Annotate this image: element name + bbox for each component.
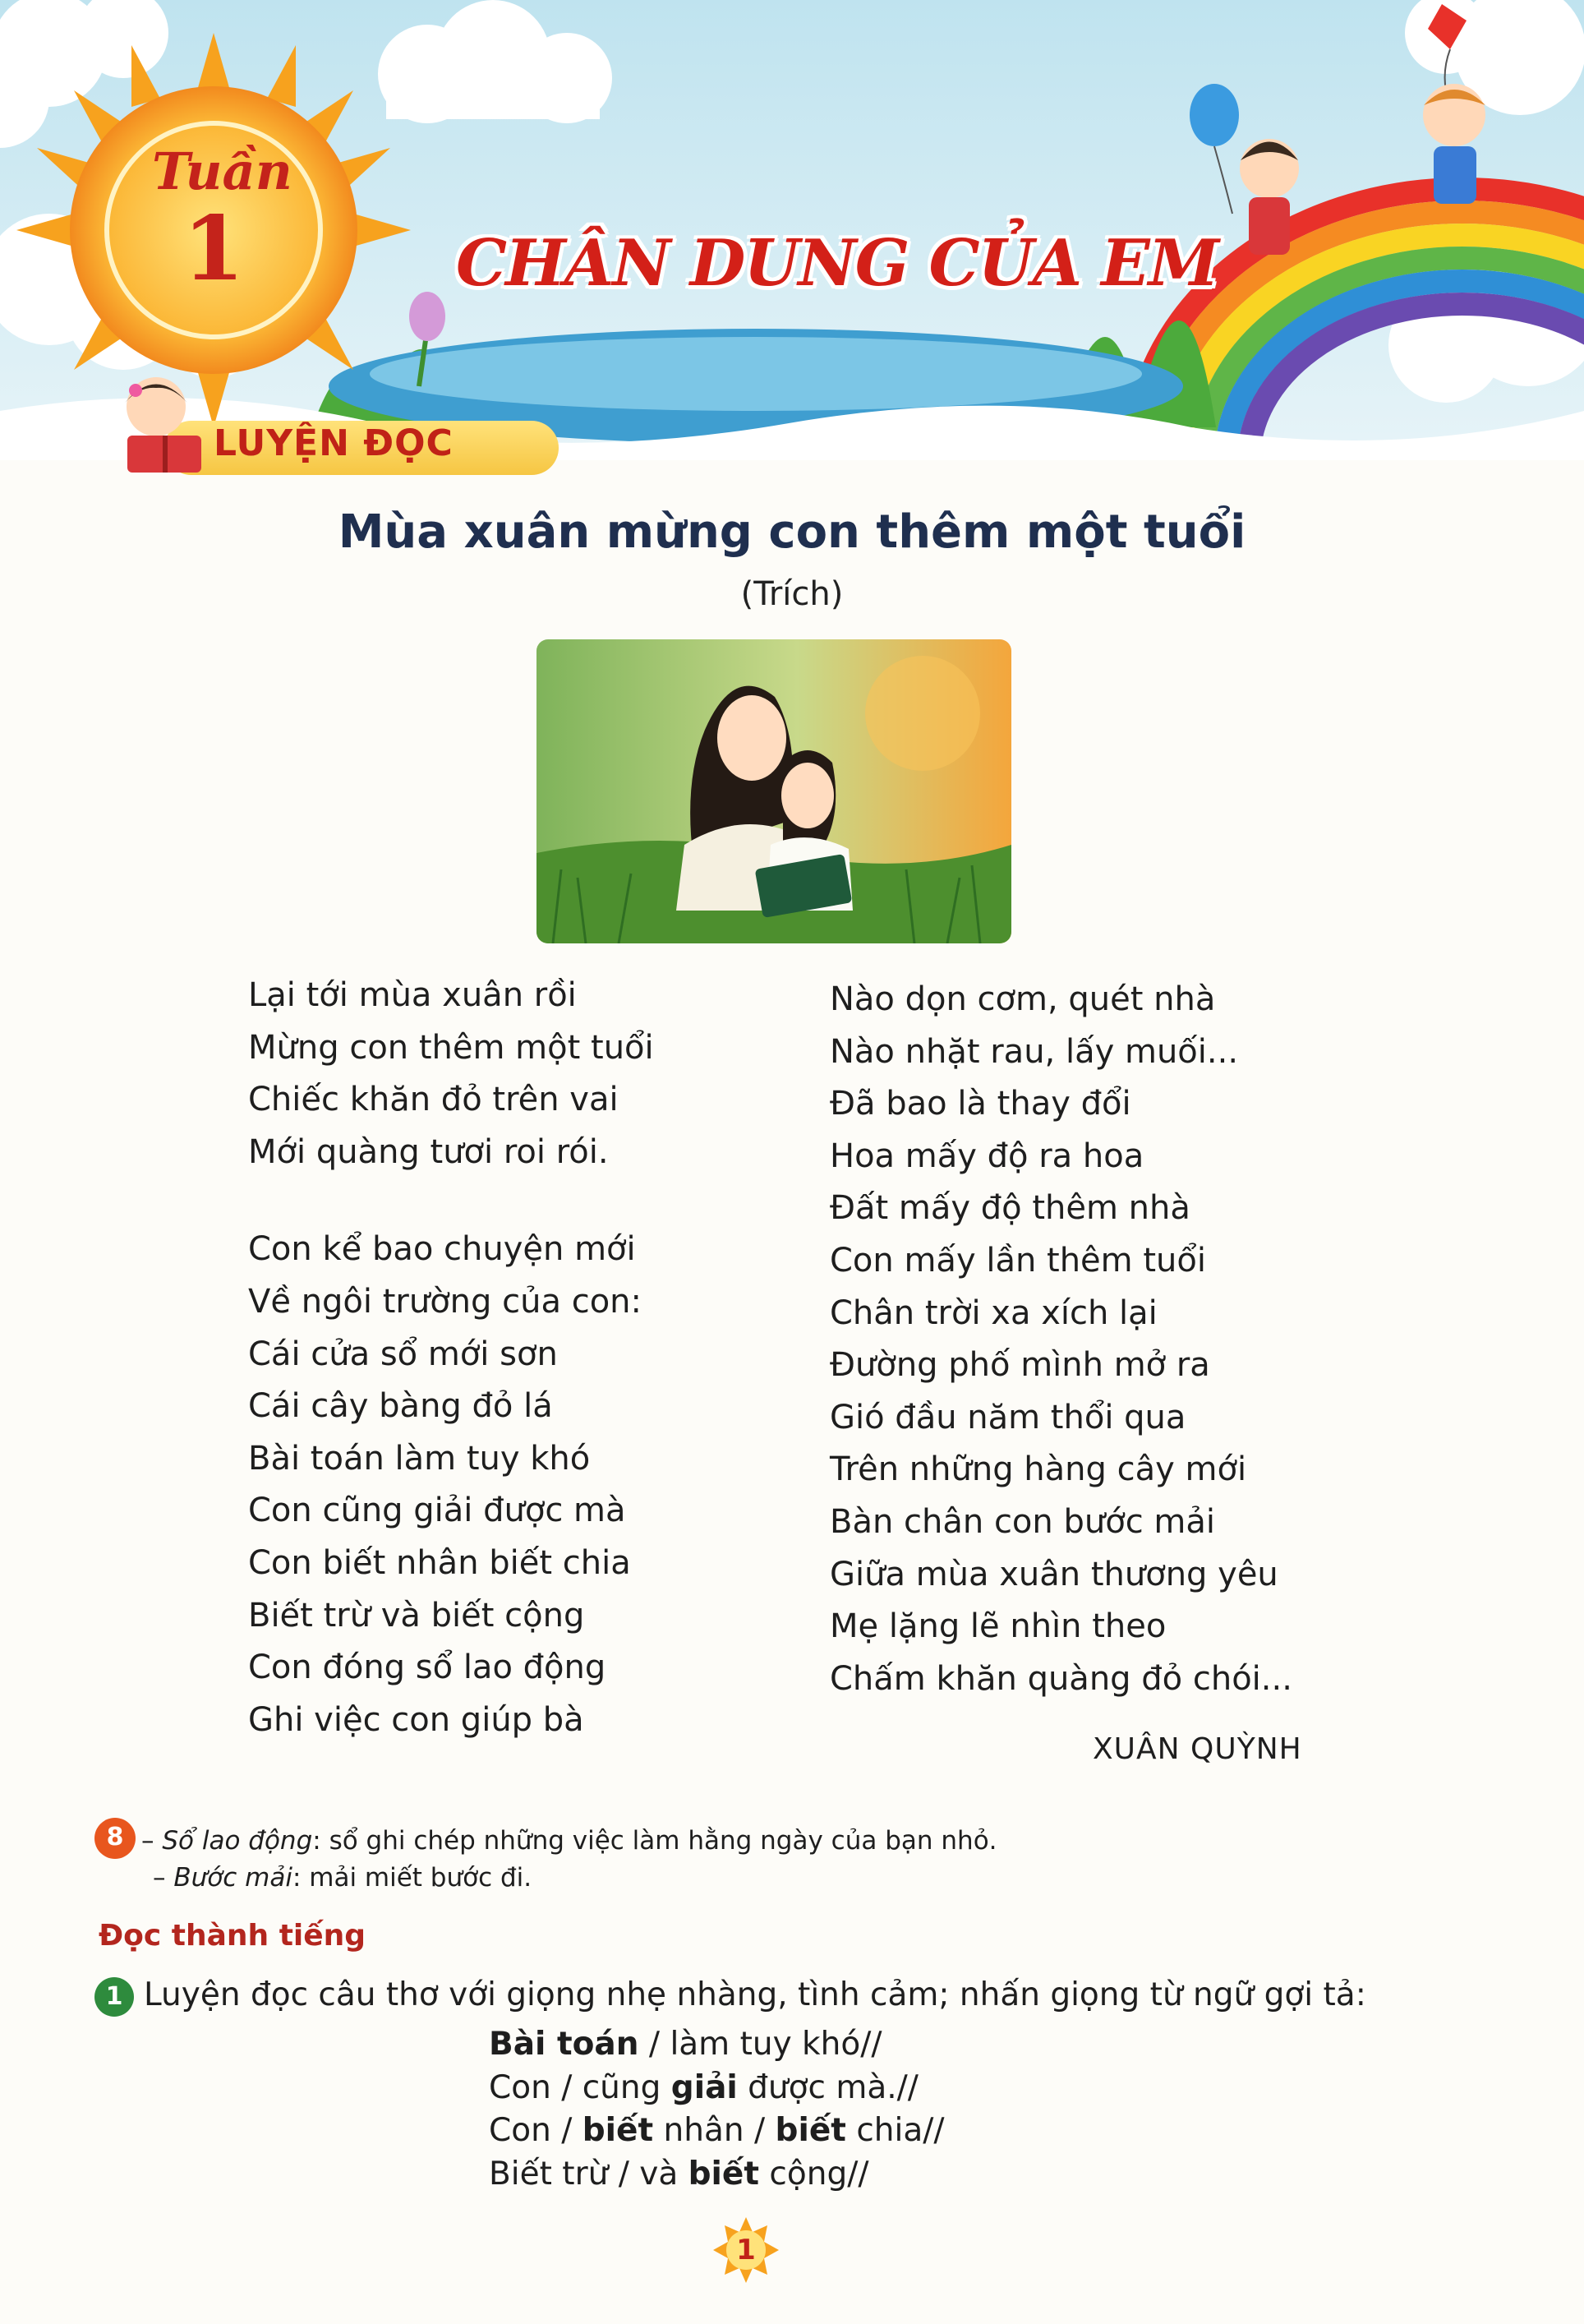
poem-line: Con mấy lần thêm tuổi — [830, 1241, 1206, 1280]
poem-line: Đã bao là thay đổi — [830, 1085, 1131, 1123]
poem-line: Bàn chân con bước mải — [830, 1502, 1215, 1541]
example-text: Biết trừ / và — [489, 2155, 688, 2193]
poem-line: Biết trừ và biết cộng — [248, 1596, 585, 1635]
poem-line: Trên những hàng cây mới — [830, 1450, 1247, 1489]
poem-line: Ghi việc con giúp bà — [248, 1700, 584, 1739]
page-number: 1 — [736, 2234, 756, 2266]
question-number-badge: 1 — [94, 1977, 134, 2017]
example-text: cộng// — [759, 2155, 869, 2193]
poem-line: Chấm khăn quàng đỏ chói... — [830, 1659, 1292, 1698]
glossary-term: Sổ lao động — [162, 1826, 313, 1856]
section-badge — [99, 370, 468, 477]
example-text: / làm tuy khó// — [638, 2026, 882, 2063]
glossary-definition: : sổ ghi chép những việc làm hằng ngày của bạn nhỏ. — [312, 1826, 997, 1856]
poem-right-column — [830, 974, 1292, 1705]
poem-line: Cái cửa sổ mới sơn — [248, 1335, 558, 1373]
example-text: chia// — [845, 2112, 945, 2149]
poem-line: Cái cây bàng đỏ lá — [248, 1387, 553, 1426]
page-number-badge — [713, 2217, 779, 2283]
glossary-term: Bước mải — [173, 1863, 292, 1893]
glossary-note-1: – Sổ lao động: sổ ghi chép những việc làm hằng ngày của bạn nhỏ. — [141, 1826, 997, 1856]
poem-line: Nào nhặt rau, lấy muối... — [830, 1032, 1239, 1071]
poem-line: Mẹ lặng lẽ nhìn theo — [830, 1607, 1167, 1646]
example-text: Con / cũng — [489, 2068, 671, 2106]
mother-daughter-illustration — [536, 639, 1011, 943]
emphasized-word: biết — [775, 2112, 846, 2149]
poem-line: Con kể bao chuyện mới — [248, 1230, 636, 1269]
example-text: được mà.// — [737, 2068, 919, 2106]
poem-line: Hoa mấy độ ra hoa — [830, 1137, 1144, 1175]
glossary-icon: 8 — [94, 1818, 136, 1859]
poem-subtitle: (Trích) — [740, 575, 844, 613]
poem-line: Nào dọn cơm, quét nhà — [830, 980, 1216, 1018]
week-label: Tuần — [152, 141, 292, 201]
poem-line: Gió đầu năm thổi qua — [830, 1398, 1186, 1436]
reading-example-line — [489, 2110, 945, 2153]
section-label: LUYỆN ĐỌC — [214, 422, 454, 464]
poem-line: Con đóng sổ lao động — [248, 1648, 606, 1687]
glossary-definition: : mải miết bước đi. — [292, 1863, 532, 1893]
glossary-note-2: – Bước mải: mải miết bước đi. — [153, 1863, 532, 1893]
reading-example-line — [489, 2023, 945, 2067]
poem-line: Lại tới mùa xuân rồi — [248, 976, 577, 1014]
poem-author: XUÂN QUỲNH — [1093, 1732, 1302, 1766]
poem-line: Chân trời xa xích lại — [830, 1293, 1158, 1332]
poem-line: Về ngôi trường của con: — [248, 1282, 642, 1321]
exercise-subhead: Đọc thành tiếng — [99, 1919, 366, 1953]
reading-example-line — [489, 2153, 945, 2197]
example-text: Con / — [489, 2112, 582, 2149]
unit-title: CHÂN DUNG CỦA EM — [456, 226, 1218, 301]
emphasized-word: Bài toán — [489, 2026, 639, 2063]
poem-line: Đường phố mình mở ra — [830, 1346, 1210, 1385]
poem-line: Mới quàng tươi roi rói. — [248, 1132, 609, 1171]
reading-examples — [489, 2023, 945, 2196]
poem-line: Con biết nhân biết chia — [248, 1543, 631, 1582]
emphasized-word: biết — [582, 2112, 654, 2149]
poem-title: Mùa xuân mừng con thêm một tuổi — [338, 505, 1246, 559]
reading-girl-icon — [99, 370, 222, 477]
poem-line: Bài toán làm tuy khó — [248, 1439, 591, 1478]
emphasized-word: giải — [670, 2068, 738, 2106]
poem-line: Đất mấy độ thêm nhà — [830, 1189, 1190, 1228]
emphasized-word: biết — [688, 2155, 760, 2193]
poem-line: Chiếc khăn đỏ trên vai — [248, 1081, 619, 1119]
stanza-gap — [248, 1178, 654, 1224]
poem-line: Giữa mùa xuân thương yêu — [830, 1555, 1278, 1593]
poem-left-column — [248, 970, 654, 1746]
example-text: nhân / — [653, 2112, 776, 2149]
question-text: Luyện đọc câu thơ với giọng nhẹ nhàng, tình cảm; nhấn giọng từ ngữ gợi tả: — [144, 1976, 1366, 2013]
week-number: 1 — [182, 197, 245, 301]
poem-line: Mừng con thêm một tuổi — [248, 1028, 654, 1067]
poem-line: Con cũng giải được mà — [248, 1492, 626, 1530]
reading-example-line — [489, 2067, 945, 2110]
